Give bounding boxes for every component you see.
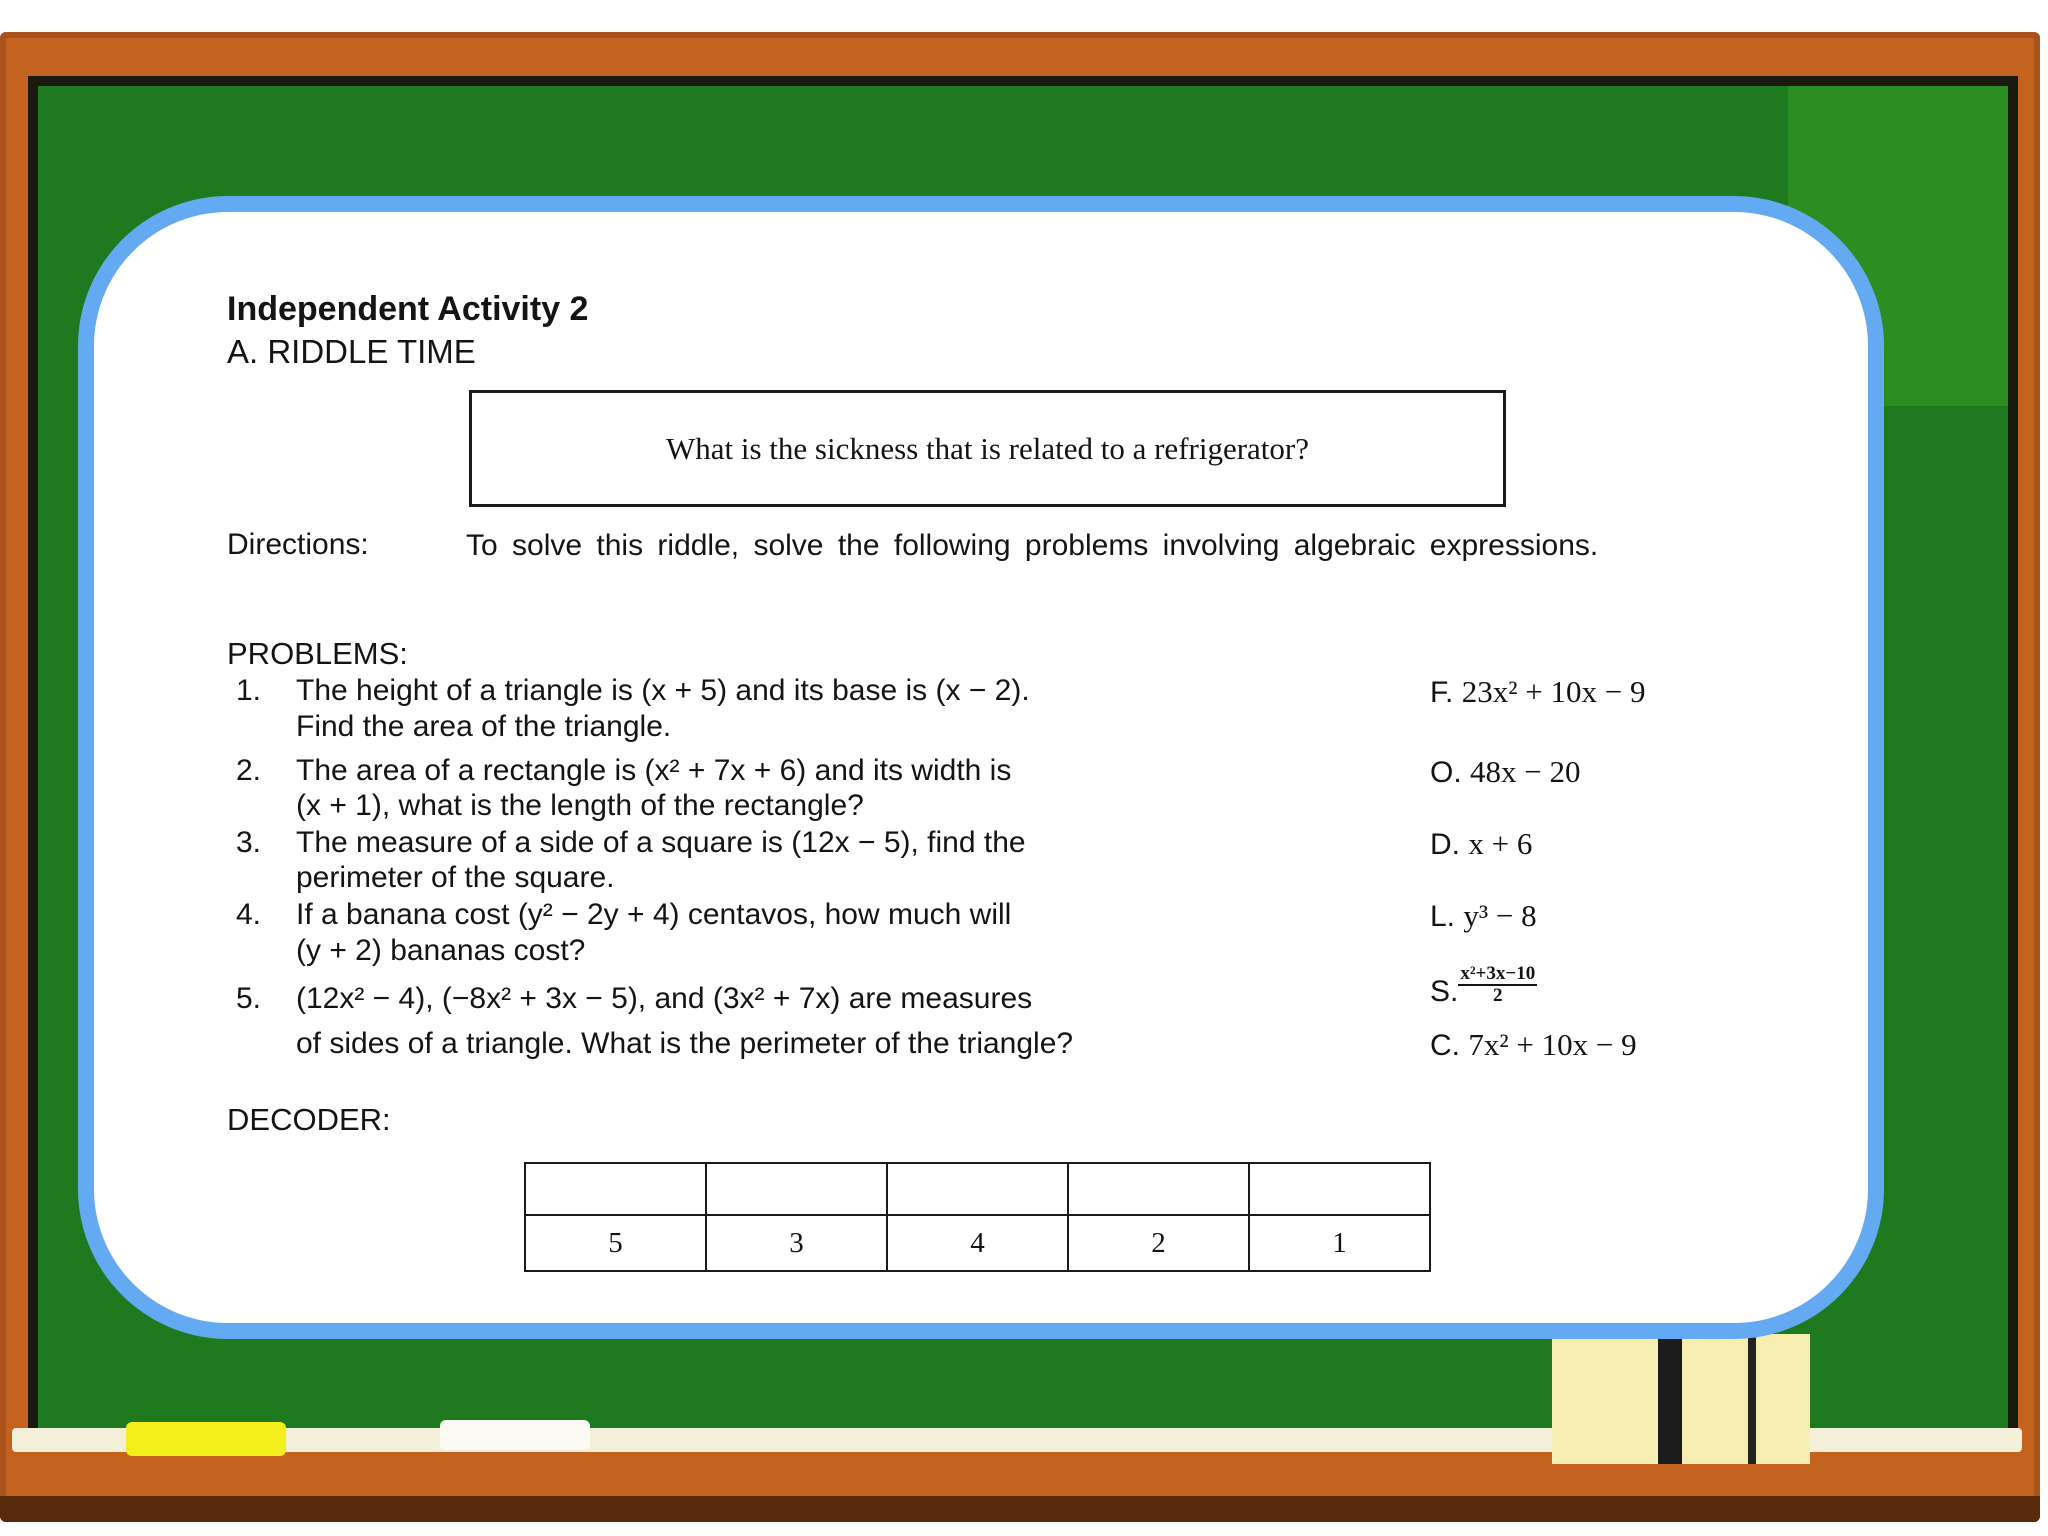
decoder-number-cell: 3 [706, 1215, 887, 1271]
decoder-table [524, 1162, 1431, 1272]
directions-label: Directions: [227, 528, 369, 561]
decoder-number-cell: 4 [887, 1215, 1068, 1271]
answer-expression: x + 6 [1468, 826, 1533, 861]
problem-text: (x + 1), what is the length of the rectangle? [296, 789, 864, 822]
eraser-band [1748, 1334, 1756, 1464]
decoder-number-row [525, 1215, 1430, 1271]
answer-choice-f [1430, 674, 1645, 710]
decoder-answer-cell[interactable] [706, 1163, 887, 1215]
decoder-answer-cell[interactable] [1249, 1163, 1430, 1215]
yellow-chalk-icon [126, 1422, 286, 1456]
problem-text: The measure of a side of a square is (12x − 5), find the [296, 826, 1026, 859]
answer-letter: C. [1430, 1029, 1460, 1062]
decoder-label: DECODER: [227, 1102, 391, 1137]
frame-shadow [0, 1496, 2040, 1522]
eraser-icon [1552, 1334, 1810, 1464]
decoder-answer-cell[interactable] [887, 1163, 1068, 1215]
answer-letter: O. [1430, 756, 1462, 789]
fraction-numerator: x²+3x−10 [1460, 963, 1536, 984]
riddle-question: What is the sickness that is related to a refrigerator? [666, 430, 1309, 466]
problems-label: PROBLEMS: [227, 636, 408, 671]
problem-text: perimeter of the square. [296, 861, 615, 894]
decoder-answer-row [525, 1163, 1430, 1215]
answer-expression: y³ − 8 [1463, 898, 1537, 933]
answer-letter: D. [1430, 828, 1460, 861]
problem-text: (y + 2) bananas cost? [296, 934, 586, 967]
fraction-denominator: 2 [1493, 985, 1503, 1006]
white-chalk-icon [440, 1420, 590, 1450]
problem-number: 1. [236, 674, 262, 707]
problem-text: Find the area of the triangle. [296, 710, 672, 743]
riddle-box [469, 390, 1506, 507]
answer-letter: F. [1430, 676, 1454, 709]
decoder-number-cell: 2 [1068, 1215, 1249, 1271]
problem-text: (12x² − 4), (−8x² + 3x − 5), and (3x² + 7x) are measures [296, 982, 1033, 1015]
decoder-answer-cell[interactable] [525, 1163, 706, 1215]
answer-choice-c [1430, 1027, 1637, 1063]
problem-number: 3. [236, 826, 262, 859]
problem-text: The area of a rectangle is (x² + 7x + 6) and its width is [296, 754, 1012, 787]
answer-expression: 23x² + 10x − 9 [1461, 674, 1646, 709]
answer-letter: L. [1430, 900, 1456, 933]
answer-letter: S. [1430, 974, 1459, 1008]
problem-text: of sides of a triangle. What is the perimeter of the triangle? [296, 1027, 1074, 1060]
problem-number: 2. [236, 754, 262, 787]
answer-expression: 7x² + 10x − 9 [1468, 1027, 1637, 1062]
problem-number: 4. [236, 898, 262, 931]
decoder-answer-cell[interactable] [1068, 1163, 1249, 1215]
answer-choice-l [1430, 898, 1537, 934]
problem-text: The height of a triangle is (x + 5) and its base is (x − 2). [296, 674, 1030, 707]
problem-text: If a banana cost (y² − 2y + 4) centavos, how much will [296, 898, 1012, 931]
activity-title: Independent Activity 2 [227, 290, 589, 328]
answer-choice-o [1430, 754, 1581, 790]
eraser-band [1658, 1334, 1682, 1464]
problem-number: 5. [236, 982, 262, 1015]
answer-choice-d [1430, 826, 1532, 862]
decoder-number-cell: 5 [525, 1215, 706, 1271]
directions-text: To solve this riddle, solve the following problems involving algebraic expressions. [466, 529, 1599, 562]
activity-subtitle: A. RIDDLE TIME [227, 333, 476, 370]
answer-choice-s [1430, 963, 1537, 1014]
answer-fraction [1458, 964, 1537, 1006]
answer-expression: 48x − 20 [1470, 754, 1581, 789]
decoder-number-cell: 1 [1249, 1215, 1430, 1271]
